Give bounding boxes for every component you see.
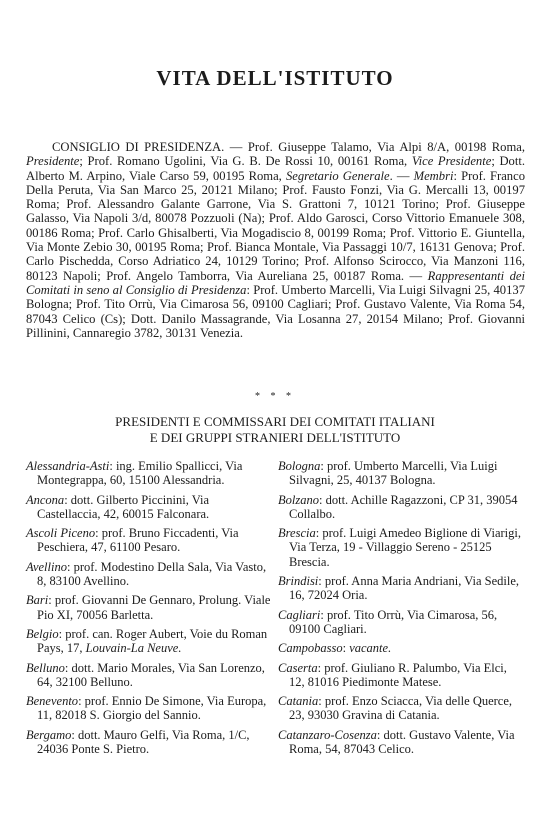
council-text-segment: . — xyxy=(389,168,414,183)
council-text-segment: : Prof. Franco Della Peruta, Via San Marco 25, 20121 Milano; Prof. Fausto Fonzi, Via G. Mercalli 13, 00197 Roma; Prof. Alessandro Galante Garrone, Via S. Grattoni 7, 10121 Torino; Prof. Giuseppe Galasso, Via Napoli 3/d, 80078 Pozzuoli (Na); Prof. Aldo Garosci, Corso Vittorio Emanuele 308, 00186 Roma; Prof. Carlo Ghisalberti, Via Mogadiscio 8, 00199 Roma; Prof. Vittorio E. Giuntella, Via Monte Zebio 30, 00195 Roma; Prof. Bianca Montale, Via Passaggi 10/7, 16131 Genova; Prof. Carlo Pischedda, Corso Adriatico 24, 10129 Torino; Prof. Alfonso Scirocco, Via Manzoni 116, 80123 Napoli; Prof. Angelo Tamborra, Via Aureliana 25, 00187 Roma. — xyxy=(26,168,525,283)
committee-entry: Brindisi: prof. Anna Maria Andriani, Via Sedile, 16, 72024 Oria. xyxy=(278,574,520,603)
committee-details: prof. Luigi Amedeo Biglione di Viarigi, Via Terza, 19 - Villaggio Sereno - 25125 Brescia. xyxy=(289,526,521,569)
committee-entry: Catanzaro-Cosenza: dott. Gustavo Valente, Via Roma, 54, 87043 Celico. xyxy=(278,727,515,757)
section-title-line-2: E DEI GRUPPI STRANIERI DELL'ISTITUTO xyxy=(149,430,401,445)
committee-details: prof. Tito Orrù, Via Cimarosa, 56, 09100 Cagliari. xyxy=(289,607,498,636)
committee-entry: Benevento: prof. Ennio De Simone, Via Europa, 11, 82018 S. Giorgio del Sannio. xyxy=(26,694,267,723)
committee-place: Bari xyxy=(26,593,49,608)
committee-details: prof. Umberto Marcelli, Via Luigi Silvagni, 25, 40137 Bologna. xyxy=(289,459,498,488)
committee-place: Alessandria-Asti xyxy=(26,459,110,473)
committee-entry: Alessandria-Asti: ing. Emilio Spallicci, Via Montegrappa, 60, 15100 Alessandria. xyxy=(26,459,243,488)
committee-place: Brindisi xyxy=(278,574,319,589)
committee-place: Belgio xyxy=(26,626,59,641)
council-role-label: Presidente xyxy=(26,154,80,169)
committee-details: dott. Mauro Gelfi, Via Roma, 1/C, 24036 Ponte S. Pietro. xyxy=(37,727,250,757)
committee-details: ing. Emilio Spallicci, Via Montegrappa, 60, 15100 Alessandria. xyxy=(37,459,243,488)
committee-details-italic: Louvain-La Neuve. xyxy=(85,641,182,656)
committee-details: prof. can. Roger Aubert, Voie du Roman Pays, 17, xyxy=(37,626,268,656)
committee-details: dott. Gilberto Piccinini, Via Castellaccia, 42, 60015 Falconara. xyxy=(37,492,210,521)
committee-details: prof. Giovanni De Gennaro, Prolung. Viale Pio XI, 70056 Barletta. xyxy=(37,593,271,622)
committee-details: prof. Giuliano R. Palumbo, Via Elci, 12, 81016 Piedimonte Matese. xyxy=(289,660,507,689)
council-body xyxy=(26,140,525,340)
committee-place: Bergamo xyxy=(26,727,72,742)
committee-place: Caserta xyxy=(278,660,318,675)
committee-entry: Ascoli Piceno: prof. Bruno Ficcadenti, Via Peschiera, 47, 61100 Pesaro. xyxy=(26,526,239,555)
council-text-segment: ; Prof. Romano Ugolini, Via G. B. De Rossi 10, 00161 Roma, xyxy=(79,154,412,169)
committee-details: dott. Mario Morales, Via San Lorenzo, 64, 32100 Belluno. xyxy=(37,660,265,689)
committee-place: Belluno xyxy=(26,660,65,675)
section-title xyxy=(0,414,550,446)
committee-place: Campobasso xyxy=(278,641,343,656)
committee-details-italic: vacante. xyxy=(349,641,392,656)
council-role-label: Membri xyxy=(413,168,454,183)
committee-entry: Bolzano: dott. Achille Ragazzoni, CP 31, 39054 Collalbo. xyxy=(278,492,518,521)
council-heading: CONSIGLIO DI PRESIDENZA. — xyxy=(52,140,243,154)
committee-place: Ancona xyxy=(26,492,65,507)
page-title: VITA DELL'ISTITUTO xyxy=(156,66,394,90)
committee-details: dott. Gustavo Valente, Via Roma, 54, 87043 Celico. xyxy=(289,727,515,757)
committee-entry: Campobasso: vacante. xyxy=(278,641,392,656)
committee-place: Avellino xyxy=(26,559,67,574)
committee-details: dott. Achille Ragazzoni, CP 31, 39054 Collalbo. xyxy=(289,492,518,521)
council-paragraph xyxy=(26,140,525,340)
section-title-line-1: PRESIDENTI E COMMISSARI DEI COMITATI ITALIANI xyxy=(115,414,435,429)
committee-entry: Caserta: prof. Giuliano R. Palumbo, Via Elci, 12, 81016 Piedimonte Matese. xyxy=(278,660,507,689)
committee-details: prof. Enzo Sciacca, Via delle Querce, 23, 93030 Gravina di Catania. xyxy=(289,694,513,723)
committee-place: Catanzaro-Cosenza xyxy=(278,727,377,742)
committee-entry: Ancona: dott. Gilberto Piccinini, Via Castellaccia, 42, 60015 Falconara. xyxy=(26,492,210,521)
committee-entry: Belgio: prof. can. Roger Aubert, Voie du Roman Pays, 17, Louvain-La Neuve. xyxy=(26,626,268,656)
council-text-segment: ; Dott. Alberto M. Arpino, Viale Carso 59, 00195 Roma, xyxy=(26,154,525,183)
committee-entry: Avellino: prof. Modestino Della Sala, Via Vasto, 8, 83100 Avellino. xyxy=(26,559,267,589)
council-role-label: Rappresentanti dei Comitati in seno al Consiglio di Presidenza xyxy=(26,268,525,297)
committee-entry: Bologna: prof. Umberto Marcelli, Via Luigi Silvagni, 25, 40137 Bologna. xyxy=(278,459,498,488)
committee-entry: Catania: prof. Enzo Sciacca, Via delle Querce, 23, 93030 Gravina di Catania. xyxy=(278,694,513,723)
committee-place: Benevento xyxy=(26,694,79,709)
committee-details: prof. Anna Maria Andriani, Via Sedile, 16, 72024 Oria. xyxy=(289,574,520,603)
committee-details: prof. Bruno Ficcadenti, Via Peschiera, 47, 61100 Pesaro. xyxy=(37,526,239,555)
committee-place: Bologna xyxy=(278,459,321,473)
committee-place: Ascoli Piceno xyxy=(26,526,96,541)
committee-details: prof. Modestino Della Sala, Via Vasto, 8, 83100 Avellino. xyxy=(37,559,267,589)
committee-entry: Brescia: prof. Luigi Amedeo Biglione di Viarigi, Via Terza, 19 - Villaggio Sereno - 25125 Brescia. xyxy=(278,526,521,569)
committee-place: Catania xyxy=(278,694,319,709)
council-role-label: Vice Presidente xyxy=(411,154,492,169)
committee-place: Cagliari xyxy=(278,607,321,622)
committee-entry: Bergamo: dott. Mauro Gelfi, Via Roma, 1/C, 24036 Ponte S. Pietro. xyxy=(26,727,250,757)
committees-right-column xyxy=(278,459,525,761)
council-role-label: Segretario Generale xyxy=(285,168,390,183)
committee-place: Bolzano xyxy=(278,492,319,507)
council-text-segment: : Prof. Umberto Marcelli, Via Luigi Silvagni 25, 40137 Bologna; Prof. Tito Orrù, Via Cimarosa 56, 09100 Cagliari; Prof. Gustavo Valente, Via Roma 54, 87043 Celico (Cs); Dott. Danilo Massagrande, Via Losanna 27, 20154 Milano; Prof. Giovanni Pillinini, Cannaregio 3782, 30131 Venezia. xyxy=(26,282,525,340)
committee-entry: Belluno: dott. Mario Morales, Via San Lorenzo, 64, 32100 Belluno. xyxy=(26,660,265,689)
council-text-segment: Prof. Giuseppe Talamo, Via Alpi 8/A, 00198 Roma, xyxy=(242,140,525,154)
section-separator: * * * xyxy=(255,391,295,402)
committee-details: prof. Ennio De Simone, Via Europa, 11, 82018 S. Giorgio del Sannio. xyxy=(37,694,267,723)
committees-left-column xyxy=(26,459,273,761)
committee-place: Brescia xyxy=(278,526,316,541)
committee-entry: Cagliari: prof. Tito Orrù, Via Cimarosa, 56, 09100 Cagliari. xyxy=(278,607,498,636)
committee-entry: Bari: prof. Giovanni De Gennaro, Prolung. Viale Pio XI, 70056 Barletta. xyxy=(26,593,271,622)
